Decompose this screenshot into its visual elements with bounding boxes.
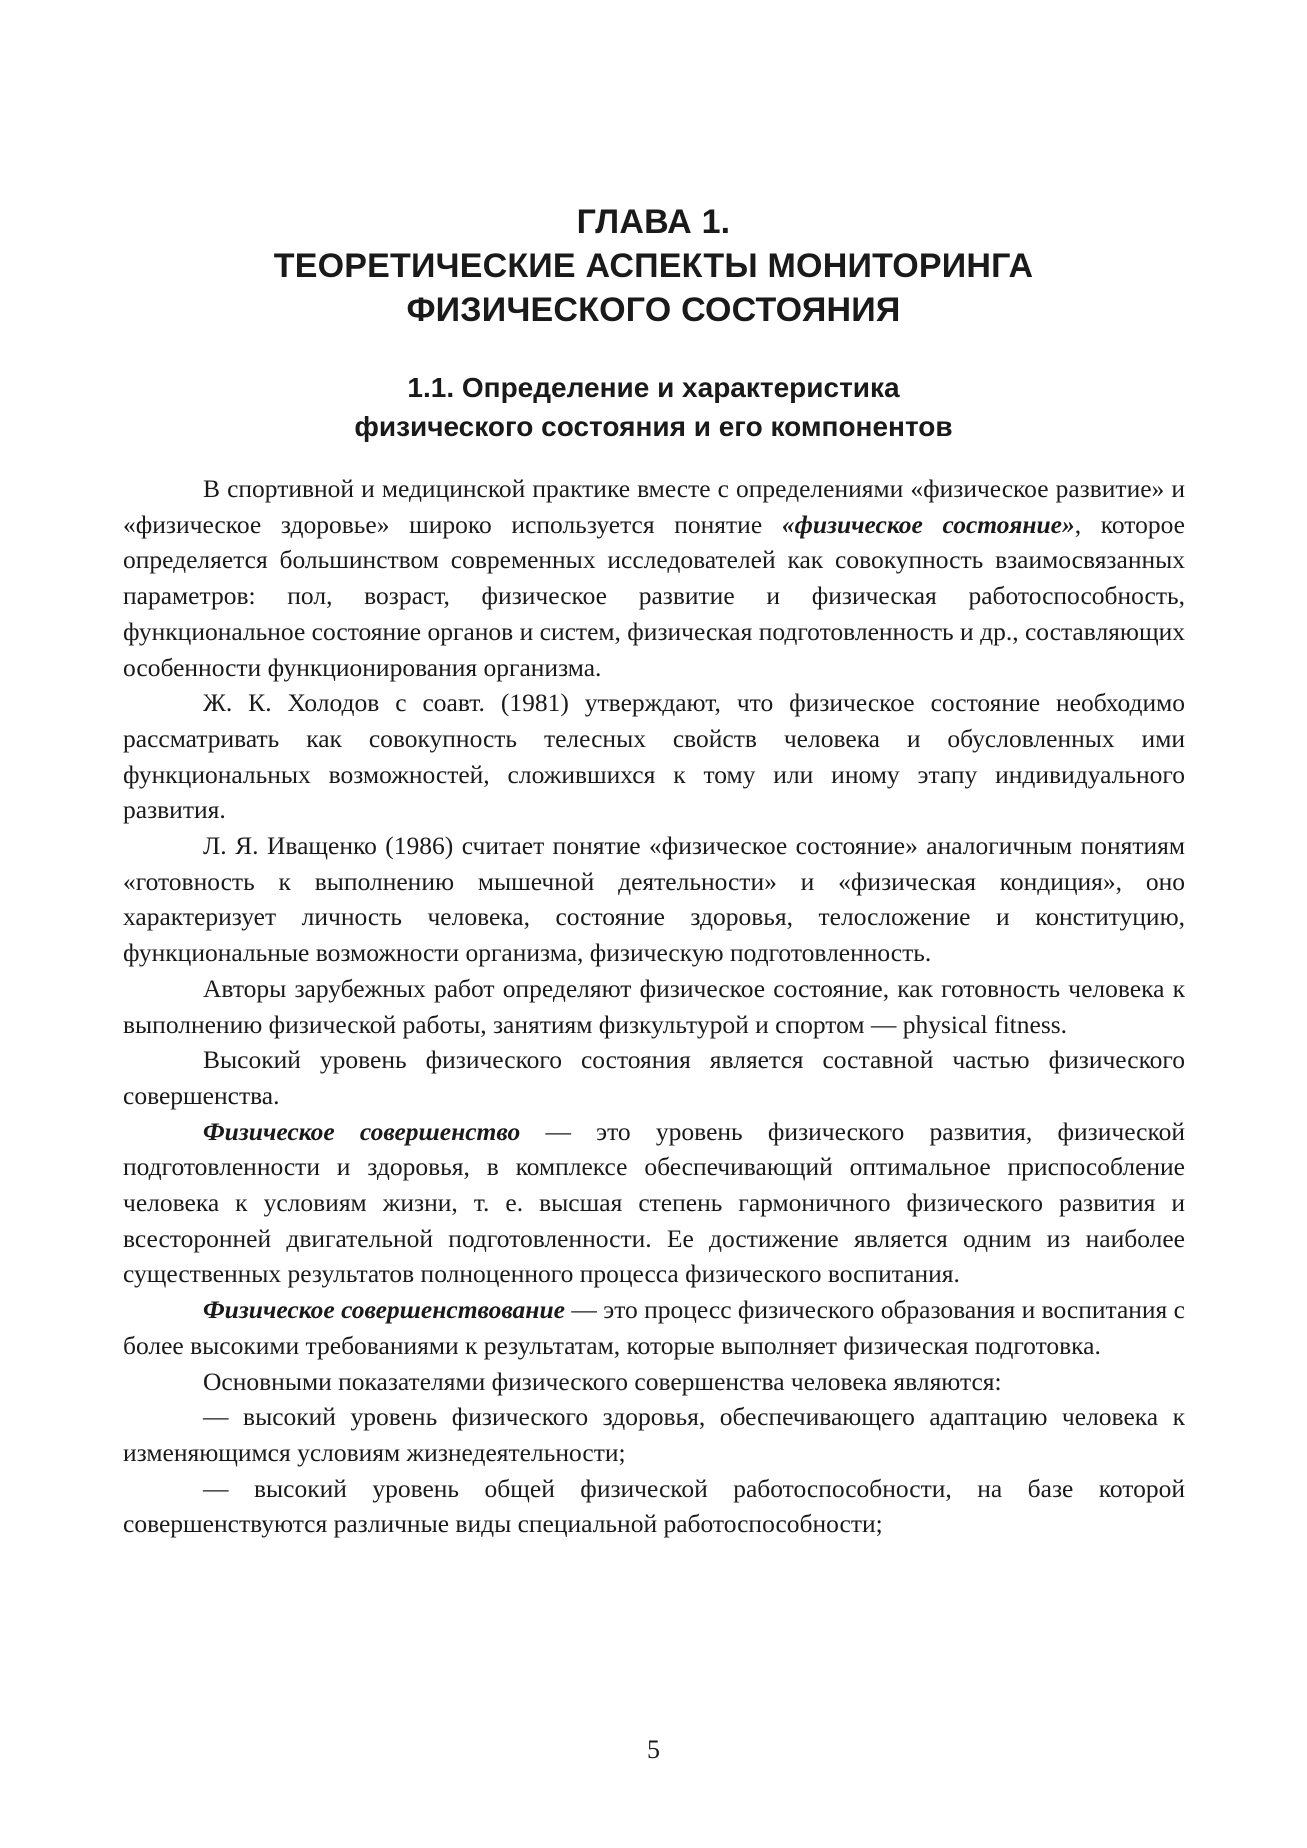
paragraph: Авторы зарубежных работ определяют физическое состояние, как готовность человека к выполнению физической работы, занятиям физкультурой и спортом — physical fitness. — [123, 973, 1185, 1039]
body-text — [123, 471, 1185, 1542]
chapter-number: ГЛАВА 1. — [576, 203, 731, 241]
section-title-line: физического состояния и его компонентов — [354, 411, 953, 442]
page-number: 5 — [647, 1735, 660, 1764]
paragraph: Л. Я. Иващенко (1986) считает понятие «физическое состояние» аналогичным понятиям «готовность к выполнению мышечной деятельности» и «физическая кондиция», оно характеризует личность человека, состояние здоровья, телосложение и конституцию, функциональные возможности организма, физическую подготовленность. — [123, 831, 1185, 968]
section-title-line: 1.1. Определение и характеристика — [407, 372, 900, 403]
term-physical-perfection: Физическое совершенство — [203, 1116, 521, 1146]
chapter-title-line: ФИЗИЧЕСКОГО СОСТОЯНИЯ — [406, 291, 901, 329]
term-physical-improvement: Физическое совершенствование — [203, 1295, 565, 1325]
chapter-title-line: ТЕОРЕТИЧЕСКИЕ АСПЕКТЫ МОНИТОРИНГА — [273, 247, 1034, 285]
term-physical-state: «физическое состояние» — [781, 509, 1075, 539]
paragraph: Высокий уровень физического состояния является составной частью физического совершенства. — [123, 1045, 1185, 1110]
paragraph: В спортивной и медицинской практике вместе с определениями «физическое развитие» и «физическое здоровье» широко используется понятие «физическое состояние», которое определяется большинством современных исследователей как совокупность взаимосвязанных параметров: пол, возраст, физическое развитие и физическая работоспособность, функциональное состояние органов и систем, физическая подготовленность и др., составляющих особенности функционирования организма. — [123, 474, 1185, 682]
paragraph: Основными показателями физического совершенства человека являются: — [203, 1366, 1002, 1396]
section-title — [0, 368, 1307, 446]
list-item: — высокий уровень физического здоровья, обеспечивающего адаптацию человека к изменяющимся условиям жизнедеятельности; — [123, 1402, 1185, 1467]
list-item: — высокий уровень общей физической работоспособности, на базе которой совершенствуются различные виды специальной работоспособности; — [123, 1473, 1185, 1539]
paragraph: Физическое совершенствование — это процесс физического образования и воспитания с более высокими требованиями к результатам, которые выполняет физическая подготовка. — [123, 1295, 1185, 1360]
chapter-title — [0, 200, 1307, 332]
paragraph: Ж. К. Холодов с соавт. (1981) утверждают, что физическое состояние необходимо рассматривать как совокупность телесных свойств человека и обусловленных ими функциональных возможностей, сложившихся к тому или иному этапу индивидуального развития. — [123, 688, 1185, 825]
paragraph: Физическое совершенство — это уровень физического развития, физической подготовленности и здоровья, в комплексе обеспечивающий оптимальное приспособление человека к условиям жизни, т. е. высшая степень гармоничного физического развития и всесторонней двигательной подготовленности. Ее достижение является одним из наиболее существенных результатов полноценного процесса физического воспитания. — [123, 1116, 1185, 1289]
